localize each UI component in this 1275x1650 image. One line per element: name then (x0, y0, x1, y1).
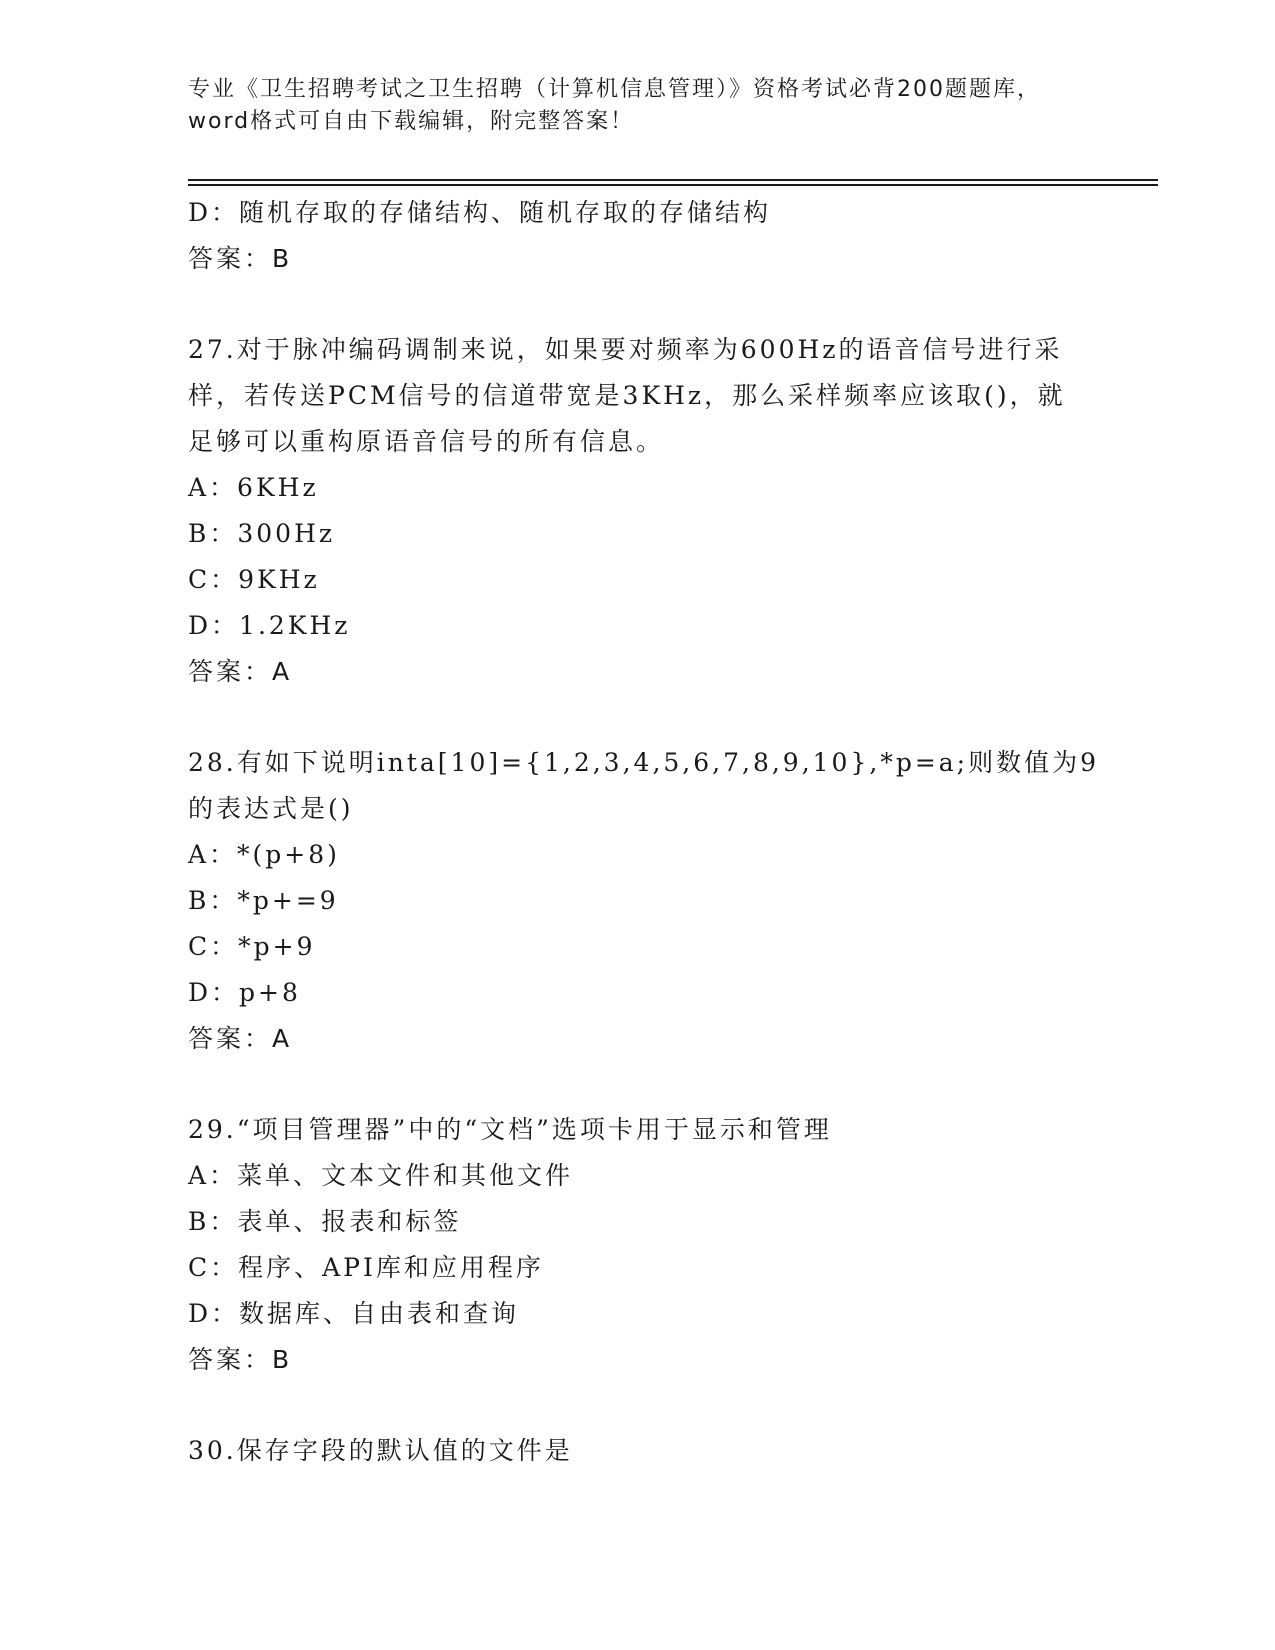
question-text-line: 样，若传送PCM信号的信道带宽是3KHz，那么采样频率应该取()，就 (188, 381, 1066, 410)
option-b: B：*p+=9 (188, 886, 339, 915)
spacer (188, 1383, 1088, 1428)
option-d: D：1.2KHz (188, 611, 351, 640)
question-29 (188, 1107, 1088, 1383)
answer: 答案：A (188, 1024, 293, 1053)
question-text-line: 30.保存字段的默认值的文件是 (188, 1436, 573, 1465)
option-b: B：表单、报表和标签 (188, 1207, 462, 1236)
header-divider-top (188, 179, 1158, 181)
spacer (188, 695, 1088, 740)
option-a: A：6KHz (188, 473, 319, 502)
question-text-line: 足够可以重构原语音信号的所有信息。 (188, 427, 665, 456)
question-27 (188, 327, 1088, 695)
option-b: B：300Hz (188, 519, 336, 548)
option-d: D：p+8 (188, 978, 301, 1007)
option-a: A：菜单、文本文件和其他文件 (188, 1161, 574, 1190)
option-c: C：程序、API库和应用程序 (188, 1253, 544, 1282)
option-c: C：*p+9 (188, 932, 316, 961)
option-d: D：数据库、自由表和查询 (188, 1299, 520, 1328)
option-a: A：*(p+8) (188, 840, 340, 869)
answer: 答案：A (188, 657, 293, 686)
document-header (188, 74, 1088, 138)
spacer (188, 282, 1088, 327)
header-line-2: word格式可自由下载编辑，附完整答案！ (188, 109, 635, 134)
answer: 答案：B (188, 1345, 293, 1374)
option-d: D：随机存取的存储结构、随机存取的存储结构 (188, 198, 772, 227)
question-text-line: 27.对于脉冲编码调制来说，如果要对频率为600Hz的语音信号进行采 (188, 335, 1063, 364)
header-divider-bottom (188, 184, 1158, 186)
header-line-1: 专业《卫生招聘考试之卫生招聘（计算机信息管理）》资格考试必背200题题库， (188, 77, 1041, 102)
option-c: C：9KHz (188, 565, 320, 594)
question-28 (188, 740, 1099, 1062)
question-text-line: 29.“项目管理器”中的“文档”选项卡用于显示和管理 (188, 1115, 832, 1144)
document-body (188, 190, 1099, 1474)
question-text-line: 的表达式是() (188, 794, 354, 823)
spacer (188, 1062, 1088, 1107)
question-30 (188, 1428, 1088, 1474)
answer: 答案：B (188, 244, 293, 273)
question-text-line: 28.有如下说明inta[10]={1,2,3,4,5,6,7,8,9,10},*p=a;则数值为9 (188, 748, 1099, 777)
